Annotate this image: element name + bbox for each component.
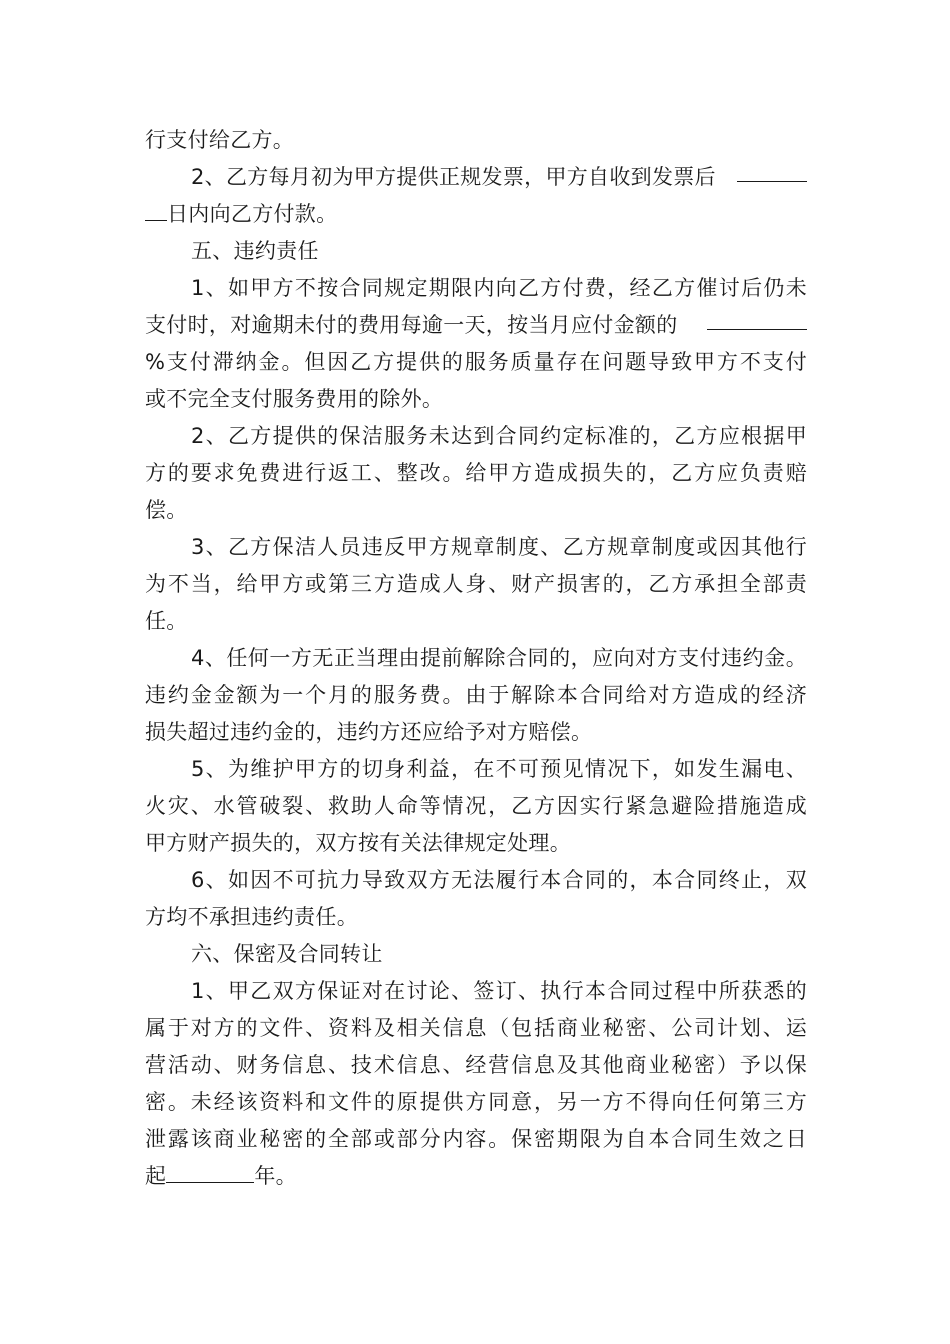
fill-in-blank: [707, 307, 807, 330]
text-line: 行支付给乙方。: [145, 128, 295, 152]
text-line: 2、乙方每月初为甲方提供正规发票，甲方自收到发票后: [145, 159, 807, 196]
text-line: 甲方财产损失的，双方按有关法律规定处理。: [145, 831, 571, 855]
text-line: 支付时，对逾期未付的费用每逾一天，按当月应付金额的: [145, 307, 807, 344]
contract-text: [145, 122, 807, 1195]
text-line: 日内向乙方付款。: [145, 196, 807, 233]
text-line: 方均不承担违约责任。: [145, 905, 358, 929]
text-line: 5、为维护甲方的切身利益，在不可预见情况下，如发生漏电、: [191, 757, 807, 781]
text-line: 2、乙方提供的保洁服务未达到合同约定标准的，乙方应根据甲: [191, 424, 807, 448]
text-line: 泄露该商业秘密的全部或部分内容。保密期限为自本合同生效之日: [145, 1127, 807, 1151]
text-line: 起 年。: [145, 1158, 807, 1195]
fill-in-blank: [166, 1160, 254, 1183]
text-line: 违约金金额为一个月的服务费。由于解除本合同给对方造成的经济: [145, 683, 807, 707]
text-line: 任。: [145, 609, 188, 633]
text-line: 损失超过违约金的，违约方还应给予对方赔偿。: [145, 720, 593, 744]
text-line: 或不完全支付服务费用的除外。: [145, 387, 444, 411]
text-line: 营活动、财务信息、技术信息、经营信息及其他商业秘密）予以保: [145, 1053, 807, 1077]
text-line: 火灾、水管破裂、救助人命等情况，乙方因实行紧急避险措施造成: [145, 794, 807, 818]
fill-in-blank: [145, 198, 167, 221]
text-line: 密。未经该资料和文件的原提供方同意，另一方不得向任何第三方: [145, 1090, 807, 1114]
text-line: 6、如因不可抗力导致双方无法履行本合同的，本合同终止，双: [191, 868, 807, 892]
text-line: 4、任何一方无正当理由提前解除合同的，应向对方支付违约金。: [191, 646, 807, 670]
text-line: %支付滞纳金。但因乙方提供的服务质量存在问题导致甲方不支付: [145, 350, 807, 374]
text-line: 为不当，给甲方或第三方造成人身、财产损害的，乙方承担全部责: [145, 572, 807, 596]
text-line: 1、如甲方不按合同规定期限内向乙方付费，经乙方催讨后仍未: [191, 276, 807, 300]
text-line: 属于对方的文件、资料及相关信息（包括商业秘密、公司计划、运: [145, 1016, 807, 1040]
section-heading: 五、违约责任: [191, 239, 319, 263]
text-line: 1、甲乙双方保证对在讨论、签订、执行本合同过程中所获悉的: [191, 979, 807, 1003]
text-line: 方的要求免费进行返工、整改。给甲方造成损失的，乙方应负责赔: [145, 461, 807, 485]
section-heading: 六、保密及合同转让: [191, 942, 383, 966]
text-line: 偿。: [145, 498, 188, 522]
text-line: 3、乙方保洁人员违反甲方规章制度、乙方规章制度或因其他行: [191, 535, 807, 559]
fill-in-blank: [737, 159, 807, 182]
